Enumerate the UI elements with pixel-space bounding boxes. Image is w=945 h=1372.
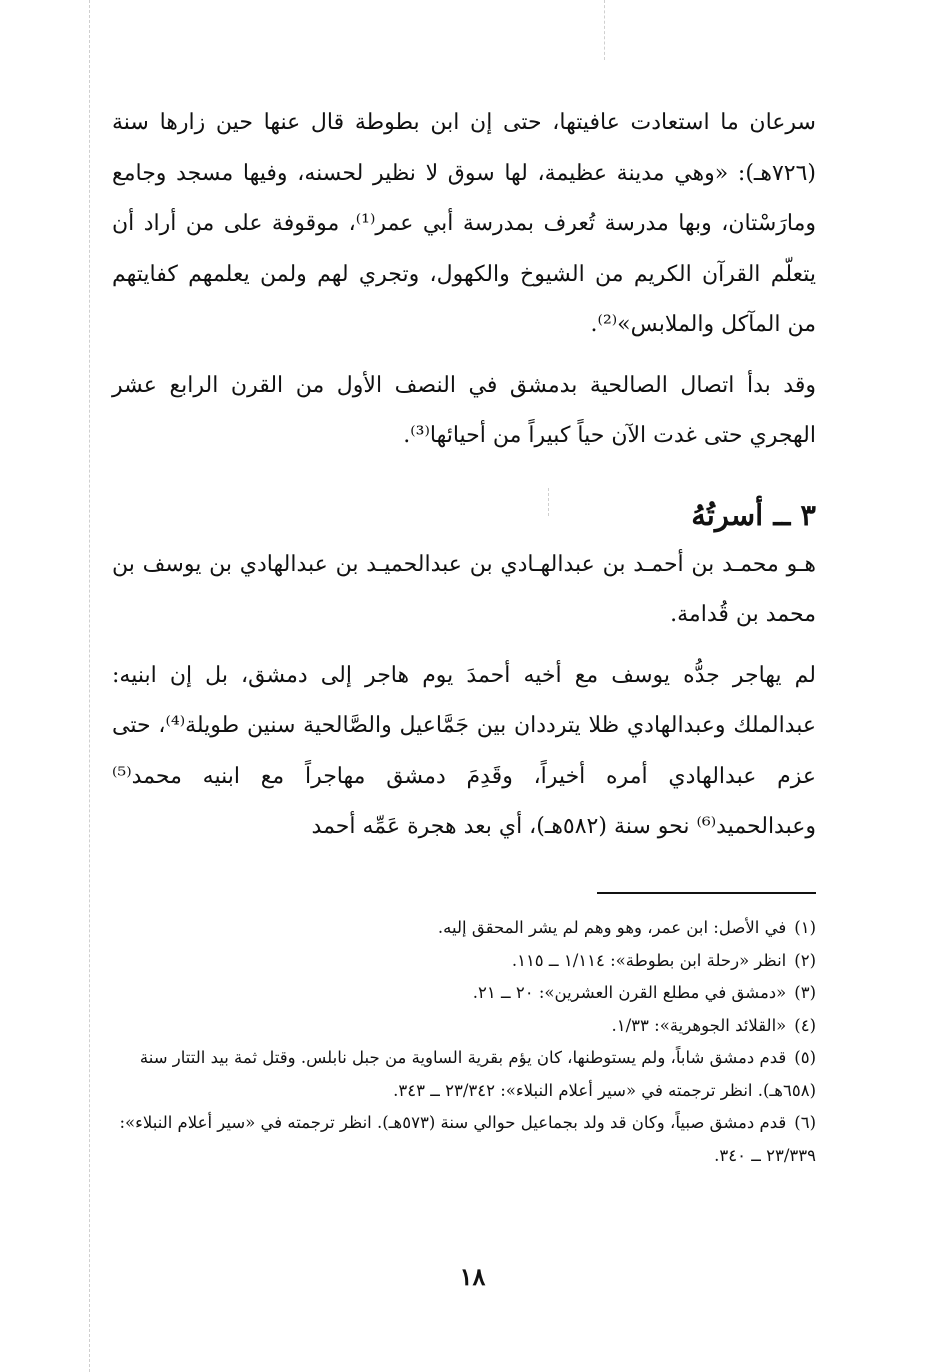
scan-guide-line: [89, 0, 90, 1372]
footnote-text: في الأصل: ابن عمر، وهو وهم لم يشر المحقق إليه.: [437, 918, 787, 937]
footnote-text: انظر «رحلة ابن بطوطة»: ١/١١٤ ــ ١١٥.: [511, 950, 787, 970]
footnote-text: «القلائد الجوهرية»: ١/٣٣.: [611, 1015, 787, 1035]
footnote-number: (٦): [794, 1113, 816, 1132]
footnote: [112, 1042, 816, 1107]
page-number: ١٨: [459, 1262, 486, 1291]
footnotes: [112, 912, 816, 1172]
footnote: [112, 1010, 816, 1043]
footnote-number: (٢): [794, 950, 816, 970]
paragraph-1-text: سرعان ما استعادت عافيتها، حتى إن ابن بطوطة قال عنها حين زارها سنة (٧٢٦هـ): «وهي مدينة عظيمة، لها سوق لا نظير لحسنه، وفيها مسجد وجامع ومارَسْتان، وبها مدرسة تُعرف بمدرسة أبي عمر⁽¹⁾، موقوفة على من أراد أن يتعلّم القرآن الكريم من الشيوخ والكهول، وتجري لهم ولمن يعلمهم كفايتهم من المآكل والملابس»⁽²⁾.: [112, 110, 816, 337]
footnote-text: قدم دمشق صبياً، وكان قد ولد بجماعيل حوالي سنة (٥٧٣هـ). انظر ترجمته في «سير أعلام النبلاء»: ٢٣/٣٣٩ ــ ٣٤٠.: [119, 1113, 816, 1165]
footnote-number: (٤): [794, 1015, 816, 1035]
scan-guide-line: [604, 0, 605, 60]
footnote-number: (١): [794, 918, 816, 937]
paragraph-3-text: هـو محمـد بن أحمـد بن عبدالهـادي بن عبدالحميـد بن عبدالهادي بن يوسف بن محمد بن قُدامة.: [112, 551, 816, 627]
footnote: [112, 977, 816, 1010]
footnote-separator: [597, 892, 816, 894]
footnote-number: (٥): [794, 1048, 816, 1067]
footnote: [112, 912, 816, 945]
paragraph-4: [112, 651, 816, 853]
paragraph-2-text: وقد بدأ اتصال الصالحية بدمشق في النصف الأول من القرن الرابع عشر الهجري حتى غدت الآن حياً كبيراً من أحيائها⁽³⁾.: [112, 372, 816, 448]
footnote-text: «دمشق في مطلع القرن العشرين»: ٢٠ ــ ٢١.: [472, 983, 787, 1002]
footnote: [112, 945, 816, 978]
footnote-number: (٣): [794, 983, 816, 1002]
paragraph-2: [112, 361, 816, 462]
footnote: [112, 1107, 816, 1172]
section-heading: ٣ ــ أسرتُهُ: [691, 497, 816, 532]
paragraph-3: [112, 540, 816, 641]
paragraph-1: [112, 98, 816, 351]
paragraph-4-text: لم يهاجر جدُّه يوسف مع أخيه أحمدَ يوم هاجر إلى دمشق، بل إن ابنيه: عبدالملك وعبدالهادي ظلا يترددان بين جَمَّاعيل والصَّالحية سنين طويلة⁽⁴⁾، حتى عزم عبدالهادي أمره أخيراً، وقَدِمَ دمشق مهاجراً مع ابنيه محمد⁽⁵⁾ وعبدالحميد⁽⁶⁾ نحو سنة (٥٨٢هـ)، أي بعد هجرة عَمِّه أحمد: [112, 662, 816, 839]
footnote-text: قدم دمشق شاباً، ولم يستوطنها، كان يؤم بقرية الساوية من جبل نابلس. وقتل ثمة بيد التتار سنة (٦٥٨هـ). انظر ترجمته في «سير أعلام النبلاء»: ٢٣/٣٤٢ ــ ٣٤٣.: [139, 1048, 816, 1100]
main-text: [112, 98, 816, 853]
